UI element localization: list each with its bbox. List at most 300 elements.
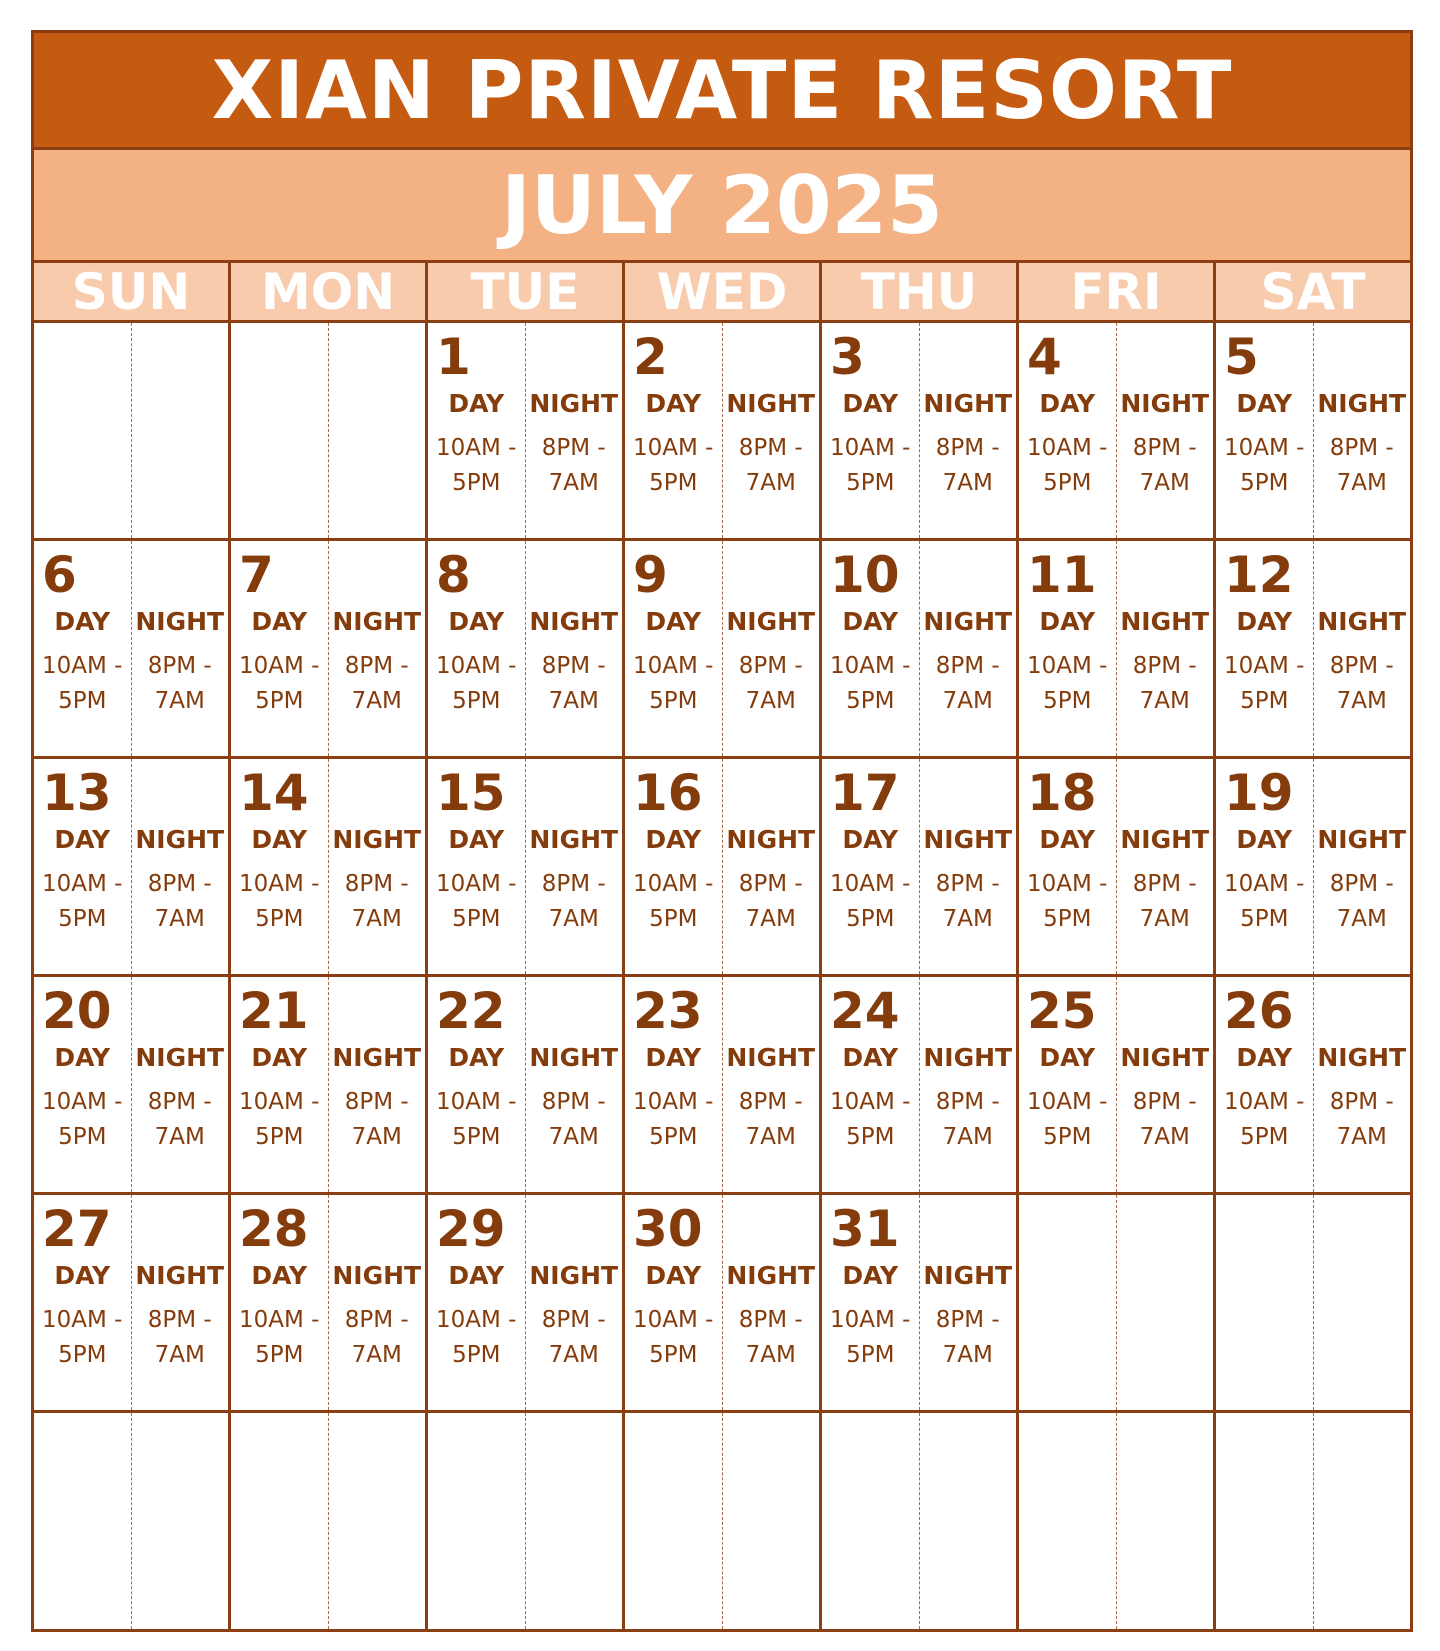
time-end: 5PM: [649, 1342, 698, 1368]
night-slot[interactable]: [1314, 977, 1411, 1192]
time-start: 10AM -: [830, 871, 911, 897]
time-start: 10AM -: [239, 871, 320, 897]
date-number: 22: [436, 982, 506, 1040]
time-end: 7AM: [745, 470, 796, 496]
day-slot-label: DAY: [1039, 825, 1096, 854]
night-slot-time: [723, 649, 820, 719]
time-start: 10AM -: [239, 1307, 320, 1333]
date-number: 4: [1027, 328, 1062, 386]
day-slot: [1019, 1195, 1117, 1410]
day-slot-time: [822, 1085, 919, 1155]
day-slot-label: DAY: [645, 389, 702, 418]
night-slot-label: NIGHT: [726, 389, 816, 418]
date-number: 7: [239, 546, 274, 604]
night-slot-time: [1117, 431, 1214, 501]
date-cell-18[interactable]: [1019, 759, 1216, 974]
date-number: 8: [436, 546, 471, 604]
time-end: 7AM: [745, 1124, 796, 1150]
day-slot: [34, 323, 132, 538]
night-slot[interactable]: [132, 759, 229, 974]
time-start: 10AM -: [633, 1089, 714, 1115]
time-end: 7AM: [154, 1342, 205, 1368]
day-slot[interactable]: [428, 1195, 526, 1410]
date-cell-20[interactable]: [34, 977, 231, 1192]
night-slot: [1117, 1195, 1214, 1410]
night-slot-time: [723, 431, 820, 501]
time-end: 7AM: [745, 688, 796, 714]
night-slot-time: [526, 867, 623, 937]
day-slot-time: [1019, 431, 1116, 501]
night-slot: [329, 1413, 426, 1629]
night-slot-label: NIGHT: [1317, 825, 1407, 854]
date-cell-28[interactable]: [231, 1195, 428, 1410]
date-number: 13: [42, 764, 112, 822]
day-slot-time: [231, 867, 328, 937]
time-end: 7AM: [1336, 906, 1387, 932]
night-slot[interactable]: [1117, 759, 1214, 974]
time-start: 8PM -: [344, 1089, 409, 1115]
day-slot: [231, 1413, 329, 1629]
time-start: 10AM -: [830, 653, 911, 679]
night-slot[interactable]: [132, 977, 229, 1192]
day-slot: [34, 1413, 132, 1629]
day-slot-time: [34, 1303, 131, 1373]
time-start: 10AM -: [633, 871, 714, 897]
time-start: 8PM -: [147, 871, 212, 897]
date-cell-8[interactable]: [428, 541, 625, 756]
night-slot[interactable]: [526, 541, 623, 756]
day-slot[interactable]: [822, 977, 920, 1192]
day-slot-label: DAY: [54, 825, 111, 854]
time-end: 7AM: [942, 470, 993, 496]
week-row: [34, 977, 1410, 1195]
day-slot-time: [1216, 431, 1313, 501]
day-slot-label: DAY: [645, 1261, 702, 1290]
day-slot-time: [1216, 867, 1313, 937]
day-slot-time: [625, 431, 722, 501]
time-end: 7AM: [1139, 470, 1190, 496]
night-slot[interactable]: [1314, 759, 1411, 974]
time-end: 5PM: [1043, 1124, 1092, 1150]
time-end: 7AM: [942, 1124, 993, 1150]
night-slot-time: [723, 1085, 820, 1155]
date-number: 10: [830, 546, 900, 604]
date-cell-3[interactable]: [822, 323, 1019, 538]
date-cell-23[interactable]: [625, 977, 822, 1192]
night-slot[interactable]: [920, 1195, 1017, 1410]
night-slot-time: [132, 1303, 229, 1373]
night-slot-time: [526, 1303, 623, 1373]
day-slot[interactable]: [34, 541, 132, 756]
time-start: 8PM -: [738, 1089, 803, 1115]
date-number: 1: [436, 328, 471, 386]
date-number: 3: [830, 328, 865, 386]
time-end: 5PM: [452, 688, 501, 714]
time-start: 8PM -: [738, 871, 803, 897]
date-cell-11[interactable]: [1019, 541, 1216, 756]
night-slot: [1314, 1195, 1411, 1410]
time-start: 10AM -: [239, 1089, 320, 1115]
time-end: 7AM: [1139, 1124, 1190, 1150]
date-number: 5: [1224, 328, 1259, 386]
night-slot[interactable]: [526, 759, 623, 974]
night-slot-label: NIGHT: [135, 1043, 225, 1072]
date-number: 18: [1027, 764, 1097, 822]
day-slot[interactable]: [625, 541, 723, 756]
night-slot-time: [1314, 431, 1411, 501]
time-end: 7AM: [745, 1342, 796, 1368]
time-end: 7AM: [351, 1124, 402, 1150]
date-cell-16[interactable]: [625, 759, 822, 974]
day-slot-time: [1216, 649, 1313, 719]
day-slot-time: [428, 867, 525, 937]
night-slot-time: [723, 867, 820, 937]
date-cell-17[interactable]: [822, 759, 1019, 974]
day-slot[interactable]: [822, 541, 920, 756]
night-slot[interactable]: [526, 977, 623, 1192]
empty-date-cell: [428, 1413, 625, 1629]
week-row: [34, 323, 1410, 541]
time-start: 10AM -: [239, 653, 320, 679]
night-slot[interactable]: [526, 323, 623, 538]
time-start: 10AM -: [1224, 653, 1305, 679]
night-slot: [920, 1413, 1017, 1629]
time-start: 10AM -: [633, 1307, 714, 1333]
resort-calendar: [31, 30, 1413, 1632]
night-slot-label: NIGHT: [1317, 1043, 1407, 1072]
day-slot[interactable]: [822, 1195, 920, 1410]
date-cell-29[interactable]: [428, 1195, 625, 1410]
day-slot-time: [231, 649, 328, 719]
night-slot-time: [132, 649, 229, 719]
day-slot-time: [1216, 1085, 1313, 1155]
night-slot: [132, 1413, 229, 1629]
time-end: 7AM: [1139, 906, 1190, 932]
date-cell-13[interactable]: [34, 759, 231, 974]
time-end: 7AM: [942, 906, 993, 932]
night-slot[interactable]: [526, 1195, 623, 1410]
time-end: 5PM: [255, 688, 304, 714]
night-slot[interactable]: [1117, 977, 1214, 1192]
time-end: 7AM: [351, 1342, 402, 1368]
empty-date-cell: [231, 323, 428, 538]
date-number: 28: [239, 1200, 309, 1258]
night-slot-label: NIGHT: [1120, 1043, 1210, 1072]
weekday-mon: MON: [231, 263, 428, 320]
time-end: 5PM: [255, 906, 304, 932]
time-start: 10AM -: [1224, 435, 1305, 461]
day-slot[interactable]: [231, 759, 329, 974]
day-slot[interactable]: [231, 541, 329, 756]
calendar-grid: [34, 323, 1410, 1629]
night-slot-label: NIGHT: [529, 1043, 619, 1072]
time-start: 10AM -: [42, 871, 123, 897]
month-title: JULY 2025: [34, 150, 1410, 263]
date-cell-7[interactable]: [231, 541, 428, 756]
day-slot-label: DAY: [251, 825, 308, 854]
night-slot-label: NIGHT: [923, 825, 1013, 854]
day-slot-label: DAY: [842, 1261, 899, 1290]
day-slot[interactable]: [822, 323, 920, 538]
empty-date-cell: [34, 323, 231, 538]
night-slot-label: NIGHT: [1120, 607, 1210, 636]
day-slot-label: DAY: [842, 607, 899, 636]
day-slot-label: DAY: [1039, 1043, 1096, 1072]
night-slot: [329, 323, 426, 538]
time-end: 7AM: [1336, 470, 1387, 496]
day-slot: [1019, 1413, 1117, 1629]
date-cell-24[interactable]: [822, 977, 1019, 1192]
weekday-sun: SUN: [34, 263, 231, 320]
time-start: 8PM -: [935, 1089, 1000, 1115]
empty-date-cell: [231, 1413, 428, 1629]
night-slot[interactable]: [920, 977, 1017, 1192]
day-slot[interactable]: [625, 323, 723, 538]
day-slot-label: DAY: [251, 1043, 308, 1072]
night-slot-label: NIGHT: [135, 607, 225, 636]
time-end: 7AM: [154, 1124, 205, 1150]
night-slot[interactable]: [723, 977, 820, 1192]
night-slot-time: [1314, 867, 1411, 937]
day-slot[interactable]: [1216, 541, 1314, 756]
day-slot[interactable]: [34, 1195, 132, 1410]
time-start: 10AM -: [830, 1307, 911, 1333]
weekday-thu: THU: [822, 263, 1019, 320]
date-number: 20: [42, 982, 112, 1040]
night-slot-time: [329, 1303, 426, 1373]
day-slot: [1216, 1413, 1314, 1629]
day-slot-label: DAY: [448, 825, 505, 854]
date-cell-26[interactable]: [1216, 977, 1410, 1192]
time-end: 5PM: [58, 688, 107, 714]
time-start: 10AM -: [1027, 871, 1108, 897]
time-start: 10AM -: [1224, 1089, 1305, 1115]
time-end: 7AM: [548, 1124, 599, 1150]
day-slot[interactable]: [231, 977, 329, 1192]
night-slot-label: NIGHT: [726, 607, 816, 636]
time-start: 8PM -: [1132, 1089, 1197, 1115]
night-slot-label: NIGHT: [923, 607, 1013, 636]
day-slot[interactable]: [625, 977, 723, 1192]
date-number: 2: [633, 328, 668, 386]
day-slot-label: DAY: [842, 389, 899, 418]
day-slot[interactable]: [428, 759, 526, 974]
day-slot[interactable]: [34, 759, 132, 974]
date-cell-10[interactable]: [822, 541, 1019, 756]
night-slot: [723, 1413, 820, 1629]
date-cell-30[interactable]: [625, 1195, 822, 1410]
night-slot-label: NIGHT: [923, 1261, 1013, 1290]
night-slot-time: [526, 649, 623, 719]
time-end: 5PM: [452, 906, 501, 932]
time-start: 8PM -: [541, 1089, 606, 1115]
date-cell-27[interactable]: [34, 1195, 231, 1410]
date-number: 9: [633, 546, 668, 604]
night-slot[interactable]: [723, 541, 820, 756]
day-slot[interactable]: [428, 323, 526, 538]
night-slot-label: NIGHT: [529, 1261, 619, 1290]
time-end: 5PM: [452, 470, 501, 496]
night-slot-label: NIGHT: [332, 607, 422, 636]
night-slot[interactable]: [723, 323, 820, 538]
time-end: 5PM: [1240, 1124, 1289, 1150]
day-slot[interactable]: [428, 541, 526, 756]
day-slot-label: DAY: [448, 607, 505, 636]
time-end: 5PM: [452, 1342, 501, 1368]
day-slot[interactable]: [1216, 759, 1314, 974]
date-cell-19[interactable]: [1216, 759, 1410, 974]
week-row: [34, 541, 1410, 759]
night-slot-label: NIGHT: [332, 1043, 422, 1072]
time-start: 8PM -: [738, 1307, 803, 1333]
time-start: 8PM -: [541, 871, 606, 897]
day-slot-label: DAY: [842, 825, 899, 854]
day-slot[interactable]: [1019, 541, 1117, 756]
night-slot[interactable]: [723, 1195, 820, 1410]
day-slot[interactable]: [428, 977, 526, 1192]
date-number: 19: [1224, 764, 1294, 822]
time-start: 10AM -: [1027, 1089, 1108, 1115]
date-cell-5[interactable]: [1216, 323, 1410, 538]
day-slot-time: [34, 867, 131, 937]
resort-title: XIAN PRIVATE RESORT: [34, 33, 1410, 150]
date-cell-9[interactable]: [625, 541, 822, 756]
date-cell-1[interactable]: [428, 323, 625, 538]
empty-date-cell: [1019, 1413, 1216, 1629]
time-start: 10AM -: [830, 1089, 911, 1115]
week-row: [34, 1195, 1410, 1413]
night-slot-time: [1117, 1085, 1214, 1155]
day-slot[interactable]: [1019, 323, 1117, 538]
day-slot[interactable]: [231, 1195, 329, 1410]
night-slot-label: NIGHT: [726, 1043, 816, 1072]
time-start: 10AM -: [42, 1307, 123, 1333]
day-slot-label: DAY: [54, 1261, 111, 1290]
time-start: 10AM -: [1027, 435, 1108, 461]
date-number: 29: [436, 1200, 506, 1258]
night-slot[interactable]: [132, 541, 229, 756]
empty-date-cell: [1019, 1195, 1216, 1410]
date-number: 31: [830, 1200, 900, 1258]
night-slot-label: NIGHT: [529, 389, 619, 418]
night-slot[interactable]: [329, 1195, 426, 1410]
time-end: 7AM: [154, 906, 205, 932]
day-slot[interactable]: [1216, 977, 1314, 1192]
date-cell-22[interactable]: [428, 977, 625, 1192]
night-slot-time: [329, 1085, 426, 1155]
date-number: 11: [1027, 546, 1097, 604]
night-slot[interactable]: [920, 323, 1017, 538]
day-slot-label: DAY: [251, 607, 308, 636]
time-start: 8PM -: [541, 653, 606, 679]
time-start: 10AM -: [436, 653, 517, 679]
day-slot: [822, 1413, 920, 1629]
day-slot-time: [428, 1303, 525, 1373]
time-start: 10AM -: [42, 653, 123, 679]
date-number: 16: [633, 764, 703, 822]
date-cell-25[interactable]: [1019, 977, 1216, 1192]
day-slot-time: [625, 649, 722, 719]
date-cell-6[interactable]: [34, 541, 231, 756]
time-start: 8PM -: [935, 1307, 1000, 1333]
night-slot[interactable]: [329, 977, 426, 1192]
day-slot-time: [1019, 867, 1116, 937]
day-slot-time: [822, 649, 919, 719]
date-cell-15[interactable]: [428, 759, 625, 974]
date-cell-4[interactable]: [1019, 323, 1216, 538]
night-slot[interactable]: [723, 759, 820, 974]
day-slot-time: [822, 431, 919, 501]
night-slot: [1117, 1413, 1214, 1629]
time-start: 8PM -: [738, 653, 803, 679]
time-end: 5PM: [255, 1342, 304, 1368]
day-slot-label: DAY: [448, 389, 505, 418]
time-end: 7AM: [351, 906, 402, 932]
time-end: 7AM: [548, 906, 599, 932]
time-start: 8PM -: [147, 653, 212, 679]
day-slot[interactable]: [625, 1195, 723, 1410]
night-slot[interactable]: [1117, 541, 1214, 756]
day-slot[interactable]: [822, 759, 920, 974]
time-end: 7AM: [154, 688, 205, 714]
night-slot[interactable]: [1314, 541, 1411, 756]
day-slot[interactable]: [1019, 759, 1117, 974]
night-slot-time: [1117, 649, 1214, 719]
date-cell-2[interactable]: [625, 323, 822, 538]
night-slot-time: [920, 867, 1017, 937]
date-cell-31[interactable]: [822, 1195, 1019, 1410]
time-end: 5PM: [1043, 470, 1092, 496]
date-number: 14: [239, 764, 309, 822]
night-slot[interactable]: [1314, 323, 1411, 538]
date-cell-14[interactable]: [231, 759, 428, 974]
date-cell-12[interactable]: [1216, 541, 1410, 756]
time-end: 5PM: [1240, 688, 1289, 714]
time-start: 10AM -: [42, 1089, 123, 1115]
date-number: 21: [239, 982, 309, 1040]
day-slot-time: [822, 1303, 919, 1373]
time-end: 7AM: [351, 688, 402, 714]
day-slot[interactable]: [1019, 977, 1117, 1192]
time-end: 5PM: [1043, 688, 1092, 714]
day-slot-label: DAY: [1236, 389, 1293, 418]
night-slot[interactable]: [132, 1195, 229, 1410]
night-slot[interactable]: [1117, 323, 1214, 538]
time-end: 7AM: [548, 470, 599, 496]
night-slot-label: NIGHT: [1317, 389, 1407, 418]
time-end: 5PM: [58, 1342, 107, 1368]
night-slot-time: [723, 1303, 820, 1373]
night-slot[interactable]: [329, 541, 426, 756]
day-slot-label: DAY: [1236, 1043, 1293, 1072]
date-number: 17: [830, 764, 900, 822]
day-slot-time: [625, 1303, 722, 1373]
date-cell-21[interactable]: [231, 977, 428, 1192]
day-slot[interactable]: [34, 977, 132, 1192]
day-slot[interactable]: [1216, 323, 1314, 538]
date-number: 26: [1224, 982, 1294, 1040]
night-slot[interactable]: [329, 759, 426, 974]
time-end: 5PM: [452, 1124, 501, 1150]
day-slot[interactable]: [625, 759, 723, 974]
night-slot-time: [526, 431, 623, 501]
time-start: 8PM -: [1329, 871, 1394, 897]
night-slot[interactable]: [920, 541, 1017, 756]
day-slot-time: [625, 1085, 722, 1155]
night-slot[interactable]: [920, 759, 1017, 974]
night-slot-label: NIGHT: [135, 1261, 225, 1290]
time-end: 5PM: [846, 688, 895, 714]
